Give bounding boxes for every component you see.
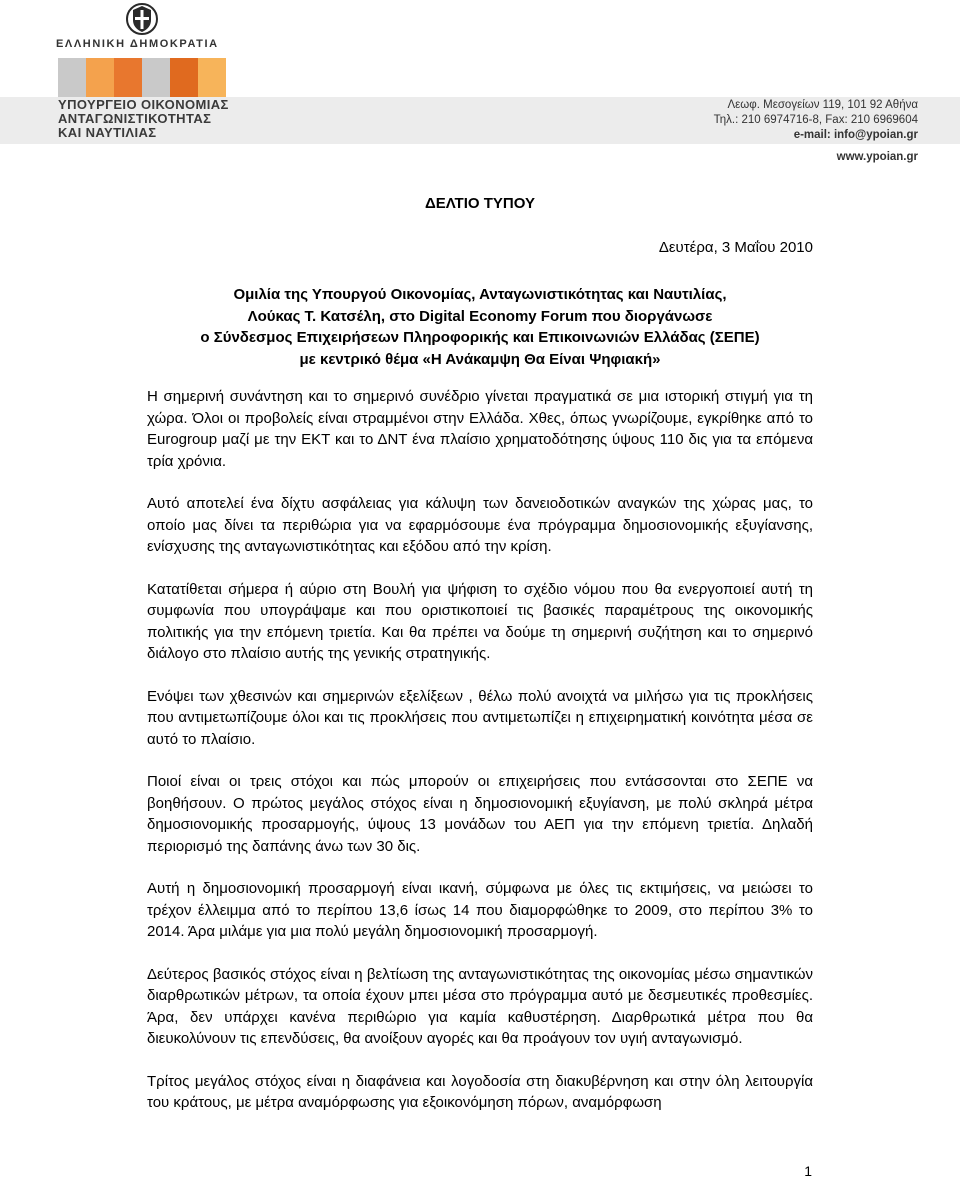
headline-line: Ομιλία της Υπουργού Οικονομίας, Ανταγωνιστικότητας και Ναυτιλίας, <box>233 286 727 303</box>
coat-of-arms-icon <box>124 2 160 36</box>
ministry-name <box>58 98 229 140</box>
release-date: Δευτέρα, 3 Μαΐου 2010 <box>658 239 813 256</box>
letterhead <box>0 0 960 170</box>
website-link[interactable]: www.ypoian.gr <box>836 151 918 163</box>
headline-line: με κεντρικό θέμα «Η Ανάκαμψη Θα Είναι Ψηφιακή» <box>299 350 661 368</box>
paragraph: Ποιοί είναι οι τρεις στόχοι και πώς μπορούν οι επιχειρήσεις που εντάσσονται στο ΣΕΠΕ να βοηθήσουν. Ο πρώτος μεγάλος στόχος είναι η δημοσιονομική εξυγίανση, με πολύ σκληρά μέτρα δημοσιονομικής προσαρμογής, ύψους 13 μονάδων του ΑΕΠ για την επόμενη τριετία. Δηλαδή περιορισμό της δαπάνης άνω των 30 δις. <box>147 773 813 855</box>
headline <box>180 284 780 370</box>
paragraph: Ενόψει των χθεσινών και σημερινών εξελίξεων , θέλω πολύ ανοιχτά να μιλήσω για τις προκλήσεις που αντιμετωπίζουμε όλοι και τις προκλήσεις που αντιμετωπίζει η επιχειρηματική κοινότητα μέσα σε αυτό το πλαίσιο. <box>147 687 813 748</box>
republic-label: ΕΛΛΗΝΙΚΗ ΔΗΜΟΚΡΑΤΙΑ <box>56 38 219 50</box>
paragraph: Αυτή η δημοσιονομική προσαρμογή είναι ικανή, σύμφωνα με όλες τις εκτιμήσεις, να μειώσει το τρέχον έλλειμμα από το περίπου 13,6 ίσως 14 που διαμορφώθηκε το 2009, στο περίπου 3% το 2014. Άρα μιλάμε για μια πολύ μεγάλη δημοσιονομική προσαρμογή. <box>147 880 813 940</box>
phone-fax: Τηλ.: 210 6974716-8, Fax: 210 6969604 <box>713 114 918 126</box>
headline-line: ο Σύνδεσμος Επιχειρήσεων Πληροφορικής και Επικοινωνιών Ελλάδας (ΣΕΠΕ) <box>200 329 760 346</box>
paragraph: Αυτό αποτελεί ένα δίχτυ ασφάλειας για κάλυψη των δανειοδοτικών αναγκών της χώρας μας, το οποίο μας δίνει τα περιθώρια για να εφαρμόσουμε ένα πρόγραμμα δημοσιονομικής εξυγίανσης, ενίσχυσης της ανταγωνιστικότητας και εξόδου από την κρίση. <box>147 495 813 555</box>
email-link[interactable]: e-mail: info@ypoian.gr <box>793 129 918 141</box>
address: Λεωφ. Μεσογείων 119, 101 92 Αθήνα <box>727 99 918 111</box>
paragraph: Δεύτερος βασικός στόχος είναι η βελτίωση της ανταγωνιστικότητας της οικονομίας μέσω σημαντικών διαρθρωτικών μέτρων, τα οποία έχουν μπει μέσα στο πρόγραμμα αυτό με δεσμευτικές προθεσμίες. Άρα, δεν υπάρχει κανένα περιθώριο για καμία καθυστέρηση. Διαρθρωτικά μέτρα που θα διευκολύνουν τις επενδύσεις, θα ανοίξουν αγορές και θα προάγουν τον υγιή ανταγωνισμό. <box>147 965 813 1047</box>
ministry-line: ΚΑΙ ΝΑΥΤΙΛΙΑΣ <box>58 125 157 140</box>
body-text <box>147 386 813 1135</box>
ministry-line: ΑΝΤΑΓΩΝΙΣΤΙΚΟΤΗΤΑΣ <box>58 111 212 126</box>
paragraph: Τρίτος μεγάλος στόχος είναι η διαφάνεια και λογοδοσία στη διακυβέρνηση και στην όλη λειτουργία του κράτους, με μέτρα αναμόρφωσης για εξοικονόμηση πόρων, αναμόρφωση <box>147 1072 813 1111</box>
headline-line: Λούκας Τ. Κατσέλη, στο Digital Economy Forum που διοργάνωσε <box>247 307 713 325</box>
press-release-title: ΔΕΛΤΙΟ ΤΥΠΟΥ <box>425 195 535 212</box>
ministry-logo-squares <box>58 58 226 98</box>
contact-block <box>714 98 918 143</box>
page-number: 1 <box>804 1163 812 1179</box>
ministry-line: ΥΠΟΥΡΓΕΙΟ ΟΙΚΟΝΟΜΙΑΣ <box>58 97 229 112</box>
paragraph: Κατατίθεται σήμερα ή αύριο στη Βουλή για ψήφιση το σχέδιο νόμου που θα ενεργοποιεί αυτή τη συμφωνία που υπογράψαμε και που οριστικοποιεί τις βασικές παραμέτρους της οικονομικής πολιτικής για την επόμενη τριετία. Και θα πρέπει να δούμε τη σημερινή συζήτηση και το σημερινό διάλογο στο πλαίσιο αυτής της γενικής στρατηγικής. <box>147 580 813 662</box>
paragraph: Η σημερινή συνάντηση και το σημερινό συνέδριο γίνεται πραγματικά σε μια ιστορική στιγμή για τη χώρα. Όλοι οι προβολείς είναι στραμμένοι στην Ελλάδα. Χθες, όπως γνωρίζουμε, εγκρίθηκε από το Eurogroup μαζί με την ΕΚΤ και το ΔΝΤ ένα πλαίσιο χρηματοδότησης ύψους 110 δις για τα επόμενα τρία χρόνια. <box>147 388 813 470</box>
